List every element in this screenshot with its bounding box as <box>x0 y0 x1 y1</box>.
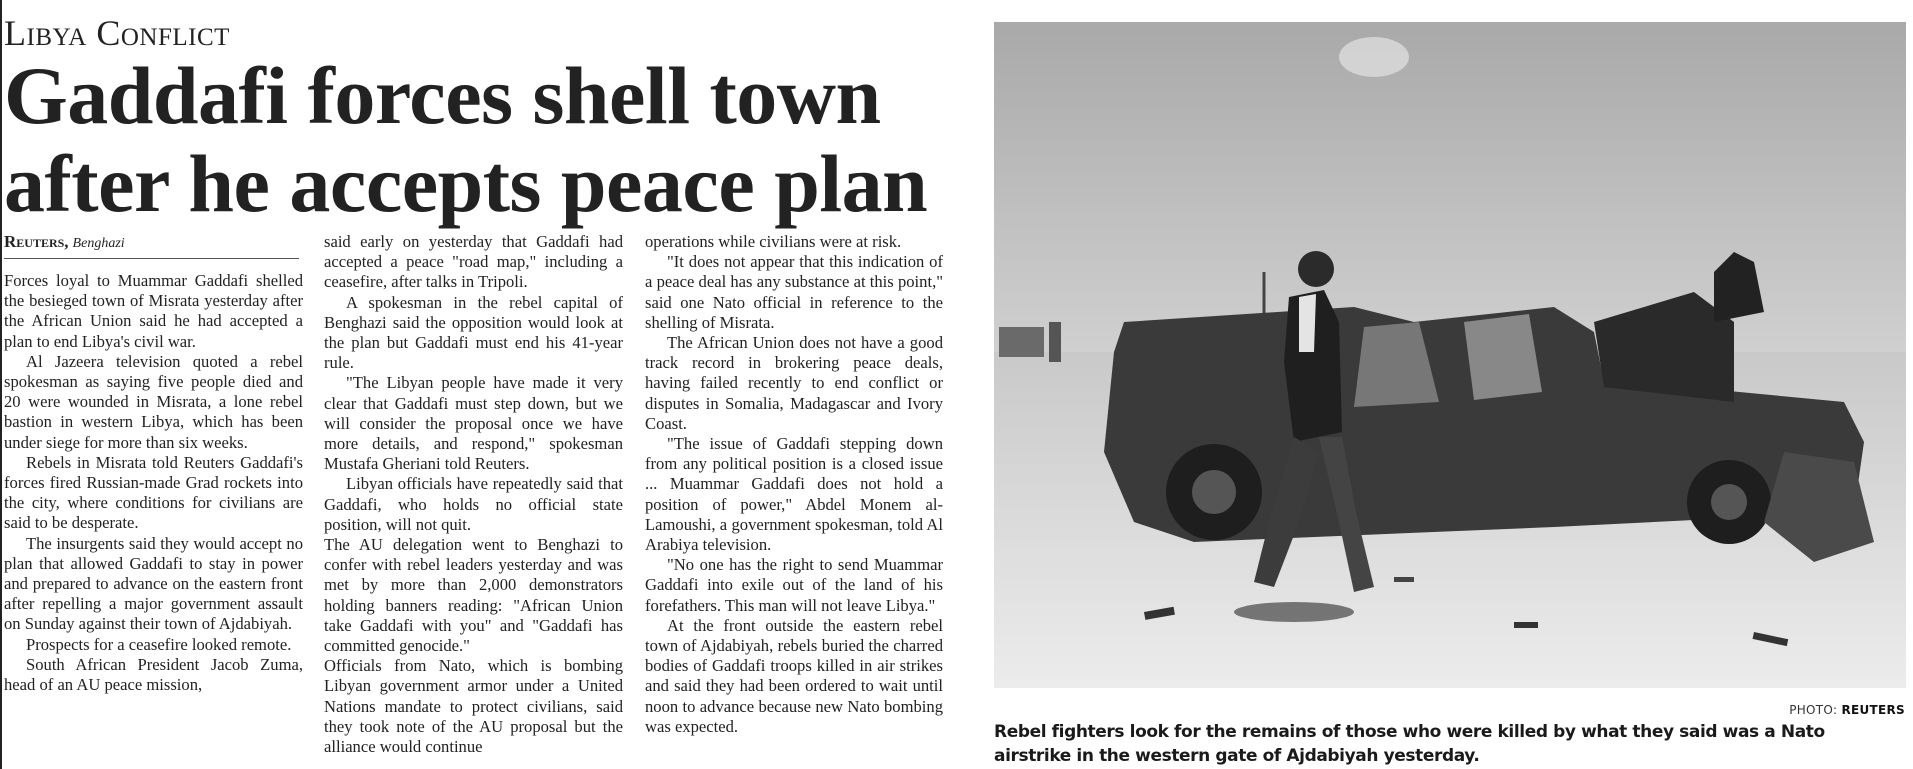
article-paragraph: South African President Jacob Zuma, head of an AU peace mission, <box>4 654 303 695</box>
article-paragraph: "The Libyan people have made it very clear that Gaddafi must step down, but we will consider the proposal once we have more details, and respond," spokesman Mustafa Gheriani told Reuters. <box>324 373 623 474</box>
article-paragraph: said early on yesterday that Gaddafi had accepted a peace "road map," including a ceasefire, after talks in Tripoli. <box>324 232 623 292</box>
article-column-2 <box>324 232 623 757</box>
article-paragraph: Prospects for a ceasefire looked remote. <box>26 634 292 654</box>
article-paragraph: The African Union does not have a good track record in brokering peace deals, having failed recently to end conflict or disputes in Somalia, Madagascar and Ivory Coast. <box>645 333 943 433</box>
article-headline: Gaddafi forces shell town after he accepts peace plan <box>4 50 928 229</box>
article-paragraph: "No one has the right to send Muammar Gaddafi into exile out of the land of his forefathers. This man will not leave Libya." <box>645 555 943 615</box>
byline <box>4 232 299 259</box>
photo-caption: Rebel fighters look for the remains of those who were killed by what they said was a Nato airstrike in the western gate of Ajdabiyah yesterday. <box>994 722 1825 766</box>
article-paragraph: Libyan officials have repeatedly said that Gaddafi, who holds no official state position, will not quit. <box>324 474 623 534</box>
article-paragraph: "The issue of Gaddafi stepping down from any political position is a closed issue ... Muammar Gaddafi does not hold a position of power," Abdel Monem al-Lamoushi, a government spokesman, told Al Arabiya television. <box>645 434 943 555</box>
byline-place: Benghazi <box>72 236 125 251</box>
byline-agency: Reuters, <box>4 232 69 251</box>
article-paragraph: The AU delegation went to Benghazi to confer with rebel leaders yesterday and was met by more than 2,000 demonstrators holding banners reading: "African Union take Gaddafi with you" and "Gaddafi has committed genocide." <box>324 535 623 656</box>
article-paragraph: operations while civilians were at risk. <box>645 232 902 251</box>
photo-credit-source: REUTERS <box>1841 703 1905 717</box>
section-kicker: Libya Conflict <box>4 13 230 53</box>
news-photo <box>994 22 1906 688</box>
article-paragraph: Rebels in Misrata told Reuters Gaddafi's forces fired Russian-made Grad rockets into the city, where conditions for civilians are said to be desperate. <box>4 452 303 533</box>
article-paragraph: Officials from Nato, which is bombing Libyan government armor under a United Nations mandate to protect civilians, said they took note of the AU proposal but the alliance would continue <box>324 656 623 757</box>
article-paragraph: Al Jazeera television quoted a rebel spokesman as saying five people died and 20 were wounded in Misrata, a lone rebel bastion in western Libya, which has been under siege for more than six weeks. <box>4 351 303 452</box>
article-paragraph: A spokesman in the rebel capital of Benghazi said the opposition would look at the plan but Gaddafi must end his 41-year rule. <box>324 292 623 373</box>
news-photo-illustration <box>994 22 1906 688</box>
article-paragraph: Forces loyal to Muammar Gaddafi shelled the besieged town of Misrata yesterday after the African Union said he had accepted a plan to end Libya's civil war. <box>4 271 303 351</box>
page-edge-rule <box>0 0 2 769</box>
article-paragraph: "It does not appear that this indication of a peace deal has any substance at this point," said one Nato official in reference to the shelling of Misrata. <box>645 252 943 332</box>
article-column-3 <box>645 232 943 737</box>
article-column-1 <box>4 271 303 695</box>
photo-credit-label: PHOTO: <box>1789 703 1838 717</box>
article-paragraph: At the front outside the eastern rebel town of Ajdabiyah, rebels buried the charred bodies of Gaddafi troops killed in air strikes and said they had been ordered to wait until noon to advance because new Nato bombing was expected. <box>645 615 943 736</box>
photo-credit <box>1789 703 1905 717</box>
article-paragraph: The insurgents said they would accept no plan that allowed Gaddafi to stay in power and prepared to advance on the eastern front after repelling a major government assault on Sunday against their town of Ajdabiyah. <box>4 533 303 634</box>
